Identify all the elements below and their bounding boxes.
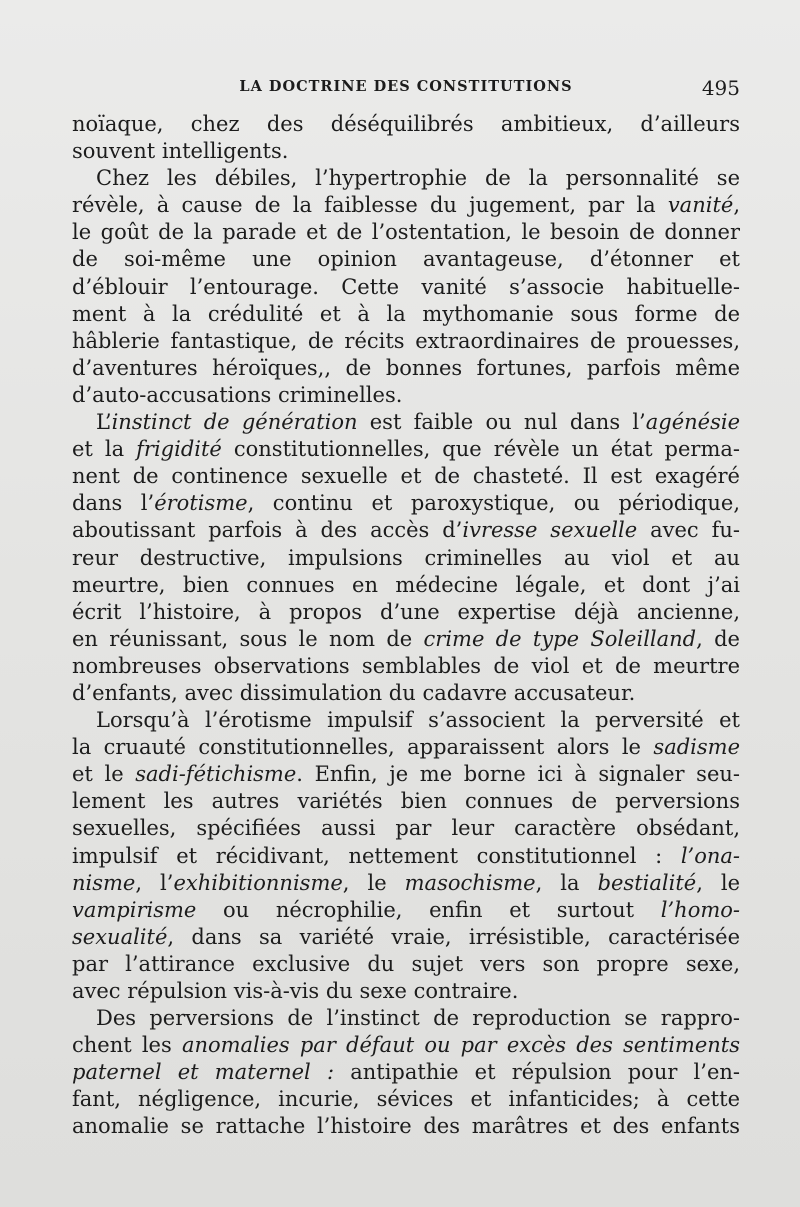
text-line: meurtre, bien connues en médecine légale, et dont j’ai bbox=[72, 572, 740, 597]
text-line: écrit l’histoire, à propos d’une expertise déjà ancienne, bbox=[72, 599, 740, 624]
text-line: Lorsqu’à l’érotisme impulsif s’associent la perversité et bbox=[96, 708, 740, 733]
text-line: impulsif et récidivant, nettement constitutionnel : l’ona- bbox=[72, 843, 740, 868]
text-line: L’instinct de génération est faible ou nul dans l’agénésie bbox=[96, 410, 740, 435]
text-line: Chez les débiles, l’hypertrophie de la personnalité se bbox=[96, 166, 740, 191]
text-line: d’auto-accusations criminelles. bbox=[72, 382, 403, 407]
text-line: nombreuses observations semblables de viol et de meurtre bbox=[72, 653, 740, 678]
text-line: d’enfants, avec dissimulation du cadavre accusateur. bbox=[72, 680, 636, 705]
text-line: sexuelles, spécifiées aussi par leur caractère obsédant, bbox=[72, 816, 740, 841]
text-line: aboutissant parfois à des accès d’ivresse sexuelle avec fu- bbox=[72, 518, 740, 543]
text-line: par l’attirance exclusive du sujet vers son propre sexe, bbox=[72, 951, 740, 976]
running-title: LA DOCTRINE DES CONSTITUTIONS bbox=[239, 78, 573, 95]
text-line: et la frigidité constitutionnelles, que révèle un état perma- bbox=[72, 437, 740, 462]
page-header bbox=[72, 76, 740, 100]
text-line: d’aventures héroïques,, de bonnes fortunes, parfois même bbox=[72, 355, 740, 380]
text-line: paternel et maternel : antipathie et répulsion pour l’en- bbox=[72, 1060, 740, 1085]
text-line: et le sadi-fétichisme. Enfin, je me borne ici à signaler seu- bbox=[72, 762, 740, 787]
text-line: vampirisme ou nécrophilie, enfin et surtout l’homo- bbox=[72, 897, 740, 922]
page-number: 495 bbox=[701, 76, 740, 100]
text-line: avec répulsion vis-à-vis du sexe contraire. bbox=[72, 979, 519, 1003]
text-line: sexualité, dans sa variété vraie, irrésistible, caractérisée bbox=[72, 924, 740, 949]
text-line: nisme, l’exhibitionnisme, le masochisme, la bestialité, le bbox=[72, 870, 740, 895]
text-line: chent les anomalies par défaut ou par excès des sentiments bbox=[72, 1033, 740, 1058]
text-line: nent de continence sexuelle et de chasteté. Il est exagéré bbox=[72, 464, 740, 489]
text-line: fant, négligence, incurie, sévices et infanticides; à cette bbox=[72, 1087, 740, 1112]
body-text bbox=[72, 111, 740, 1141]
text-line: noïaque, chez des déséquilibrés ambitieux, d’ailleurs bbox=[72, 112, 740, 136]
text-line: reur destructive, impulsions criminelles au viol et au bbox=[72, 545, 740, 570]
text-line: anomalie se rattache l’histoire des marâtres et des enfants bbox=[72, 1114, 740, 1139]
text-line: de soi-même une opinion avantageuse, d’étonner et bbox=[72, 247, 740, 272]
text-line: dans l’érotisme, continu et paroxystique, ou périodique, bbox=[72, 491, 740, 516]
text-line: souvent intelligents. bbox=[72, 139, 289, 164]
text-line: la cruauté constitutionnelles, apparaissent alors le sadisme bbox=[72, 735, 740, 760]
text-line: lement les autres variétés bien connues de perversions bbox=[72, 789, 740, 814]
text-line: révèle, à cause de la faiblesse du jugement, par la vanité, bbox=[72, 193, 740, 218]
text-line: ment à la crédulité et à la mythomanie sous forme de bbox=[72, 301, 740, 326]
text-line: en réunissant, sous le nom de crime de type Soleilland, de bbox=[72, 626, 740, 651]
text-line: le goût de la parade et de l’ostentation, le besoin de donner bbox=[72, 220, 740, 245]
text-line: Des perversions de l’instinct de reproduction se rappro- bbox=[96, 1006, 740, 1031]
text-line: d’éblouir l’entourage. Cette vanité s’associe habituelle- bbox=[72, 274, 740, 299]
text-line: hâblerie fantastique, de récits extraordinaires de prouesses, bbox=[72, 328, 740, 353]
